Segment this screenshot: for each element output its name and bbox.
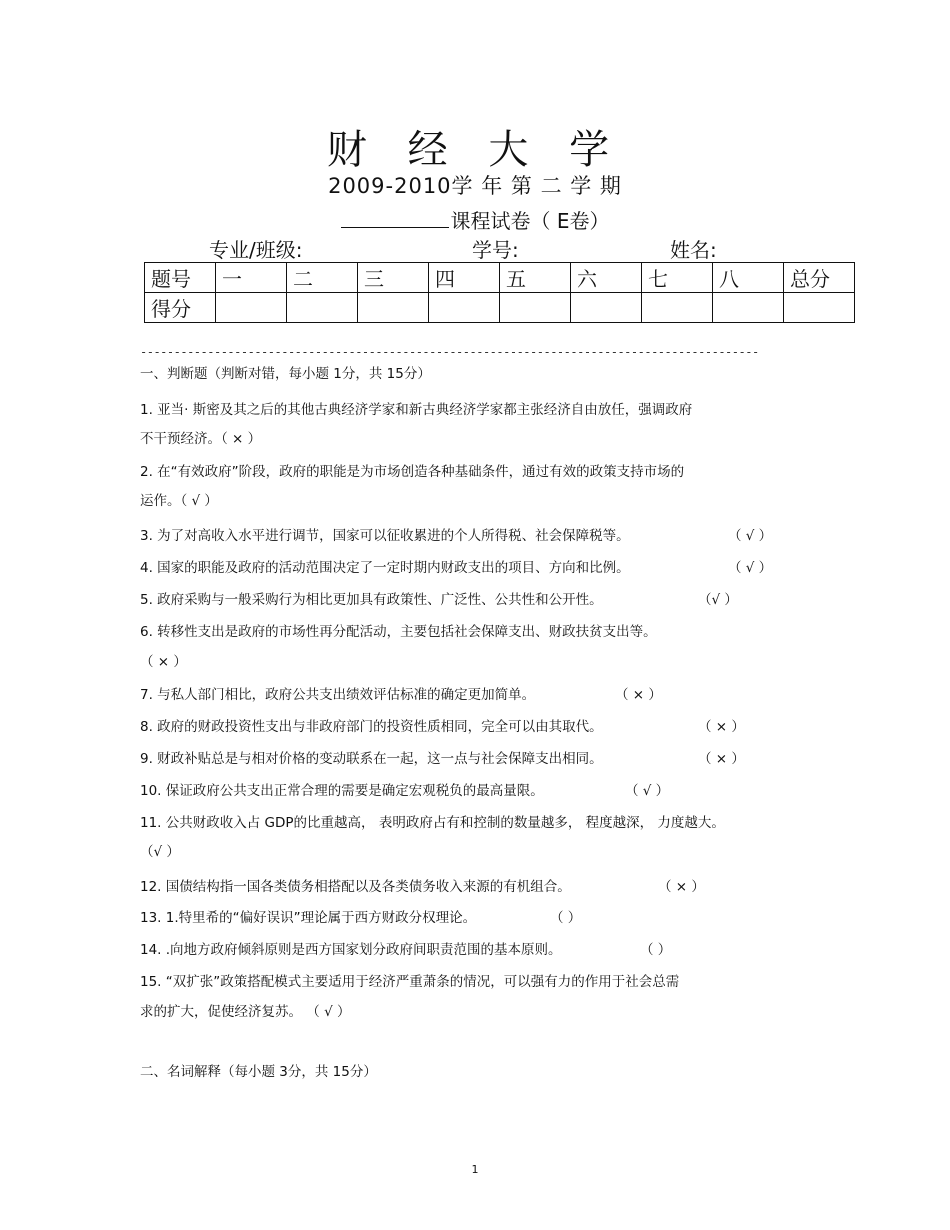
score-cell [429,293,500,323]
score-header-cell: 八 [713,263,784,293]
course-name-blank [341,209,449,228]
question-8-answer: （ × ） [698,719,745,735]
question-13: 13. 1.特里希的“偏好误识”理论属于西方财政分权理论。 [140,910,477,926]
score-cell [358,293,429,323]
score-table-score-row [145,293,855,323]
score-header-cell: 二 [287,263,358,293]
question-9: 9. 财政补贴总是与相对价格的变动联系在一起，这一点与社会保障支出相同。 [140,751,603,767]
student-id-label: 学号: [472,238,519,262]
question-15-answer: 求的扩大，促使经济复苏。 （ √ ） [140,1004,351,1020]
section1-heading: 一、判断题（判断对错，每小题 1分，共 15分） [140,366,431,382]
score-cell [216,293,287,323]
score-header-cell: 题号 [145,263,216,293]
question-7: 7. 与私人部门相比，政府公共支出绩效评估标准的确定更加简单。 [140,687,536,703]
score-table [144,262,855,323]
question-5-answer: （√ ） [698,592,738,608]
page-number: 1 [471,1163,479,1176]
question-3: 3. 为了对高收入水平进行调节，国家可以征收累进的个人所得税、社会保障税等。 [140,528,630,544]
question-15: 15. “双扩张”政策搭配模式主要适用于经济严重萧条的情况，可以强有力的作用于社会总需 [140,974,680,990]
question-3-answer: （ √ ） [728,528,773,544]
score-header-cell: 总分 [784,263,855,293]
course-suffix: 课程试卷（ E卷） [450,209,610,233]
score-header-cell: 三 [358,263,429,293]
question-4: 4. 国家的职能及政府的活动范围决定了一定时期内财政支出的项目、方向和比例。 [140,560,630,576]
section2-heading: 二、名词解释（每小题 3分，共 15分） [140,1064,377,1080]
score-cell [571,293,642,323]
score-row-label: 得分 [145,293,216,323]
major-label: 专业/班级: [209,238,303,262]
question-11: 11. 公共财政收入占 GDP的比重越高， 表明政府占有和控制的数量越多， 程度越深， 力度越大。 [140,815,725,831]
question-1-answer: 不干预经济。（ × ） [140,431,262,447]
score-header-cell: 一 [216,263,287,293]
question-2: 2. 在“有效政府”阶段，政府的职能是为市场创造各种基础条件，通过有效的政策支持市场的 [140,464,685,480]
question-7-answer: （ × ） [615,687,662,703]
score-header-cell: 六 [571,263,642,293]
cut-line: -------------------------------------------------------------------------------------------- [140,345,759,359]
score-cell [642,293,713,323]
question-11-answer: （√ ） [140,844,180,860]
question-10: 10. 保证政府公共支出正常合理的需要是确定宏观税负的最高量限。 [140,783,544,799]
exam-title: 财 经 大 学 [326,127,624,173]
question-14-answer: （ ） [640,942,672,958]
score-table-header-row [145,263,855,293]
question-10-answer: （ √ ） [625,783,670,799]
student-name-label: 姓名: [670,238,717,262]
question-12-answer: （ × ） [658,879,705,895]
question-8: 8. 政府的财政投资性支出与非政府部门的投资性质相同，完全可以由其取代。 [140,719,603,735]
question-6: 6. 转移性支出是政府的市场性再分配活动，主要包括社会保障支出、财政扶贫支出等。 [140,624,657,640]
question-9-answer: （ × ） [698,751,745,767]
question-12: 12. 国债结构指一国各类债务相搭配以及各类债务收入来源的有机组合。 [140,879,571,895]
question-1: 1. 亚当· 斯密及其之后的其他古典经济学家和新古典经济学家都主张经济自由放任，强调政府 [140,402,693,418]
score-cell [713,293,784,323]
score-header-cell: 七 [642,263,713,293]
question-4-answer: （ √ ） [728,560,773,576]
question-13-answer: （ ） [550,910,582,926]
course-line [0,205,950,234]
question-5: 5. 政府采购与一般采购行为相比更加具有政策性、广泛性、公共性和公开性。 [140,592,603,608]
score-cell [784,293,855,323]
score-header-cell: 四 [429,263,500,293]
score-header-cell: 五 [500,263,571,293]
question-14: 14. .向地方政府倾斜原则是西方国家划分政府间职责范围的基本原则。 [140,942,562,958]
exam-term: 2009-2010学 年 第 二 学 期 [328,174,622,198]
score-cell [287,293,358,323]
score-cell [500,293,571,323]
question-2-answer: 运作。（ √ ） [140,493,218,509]
question-6-answer: （ × ） [140,654,187,670]
